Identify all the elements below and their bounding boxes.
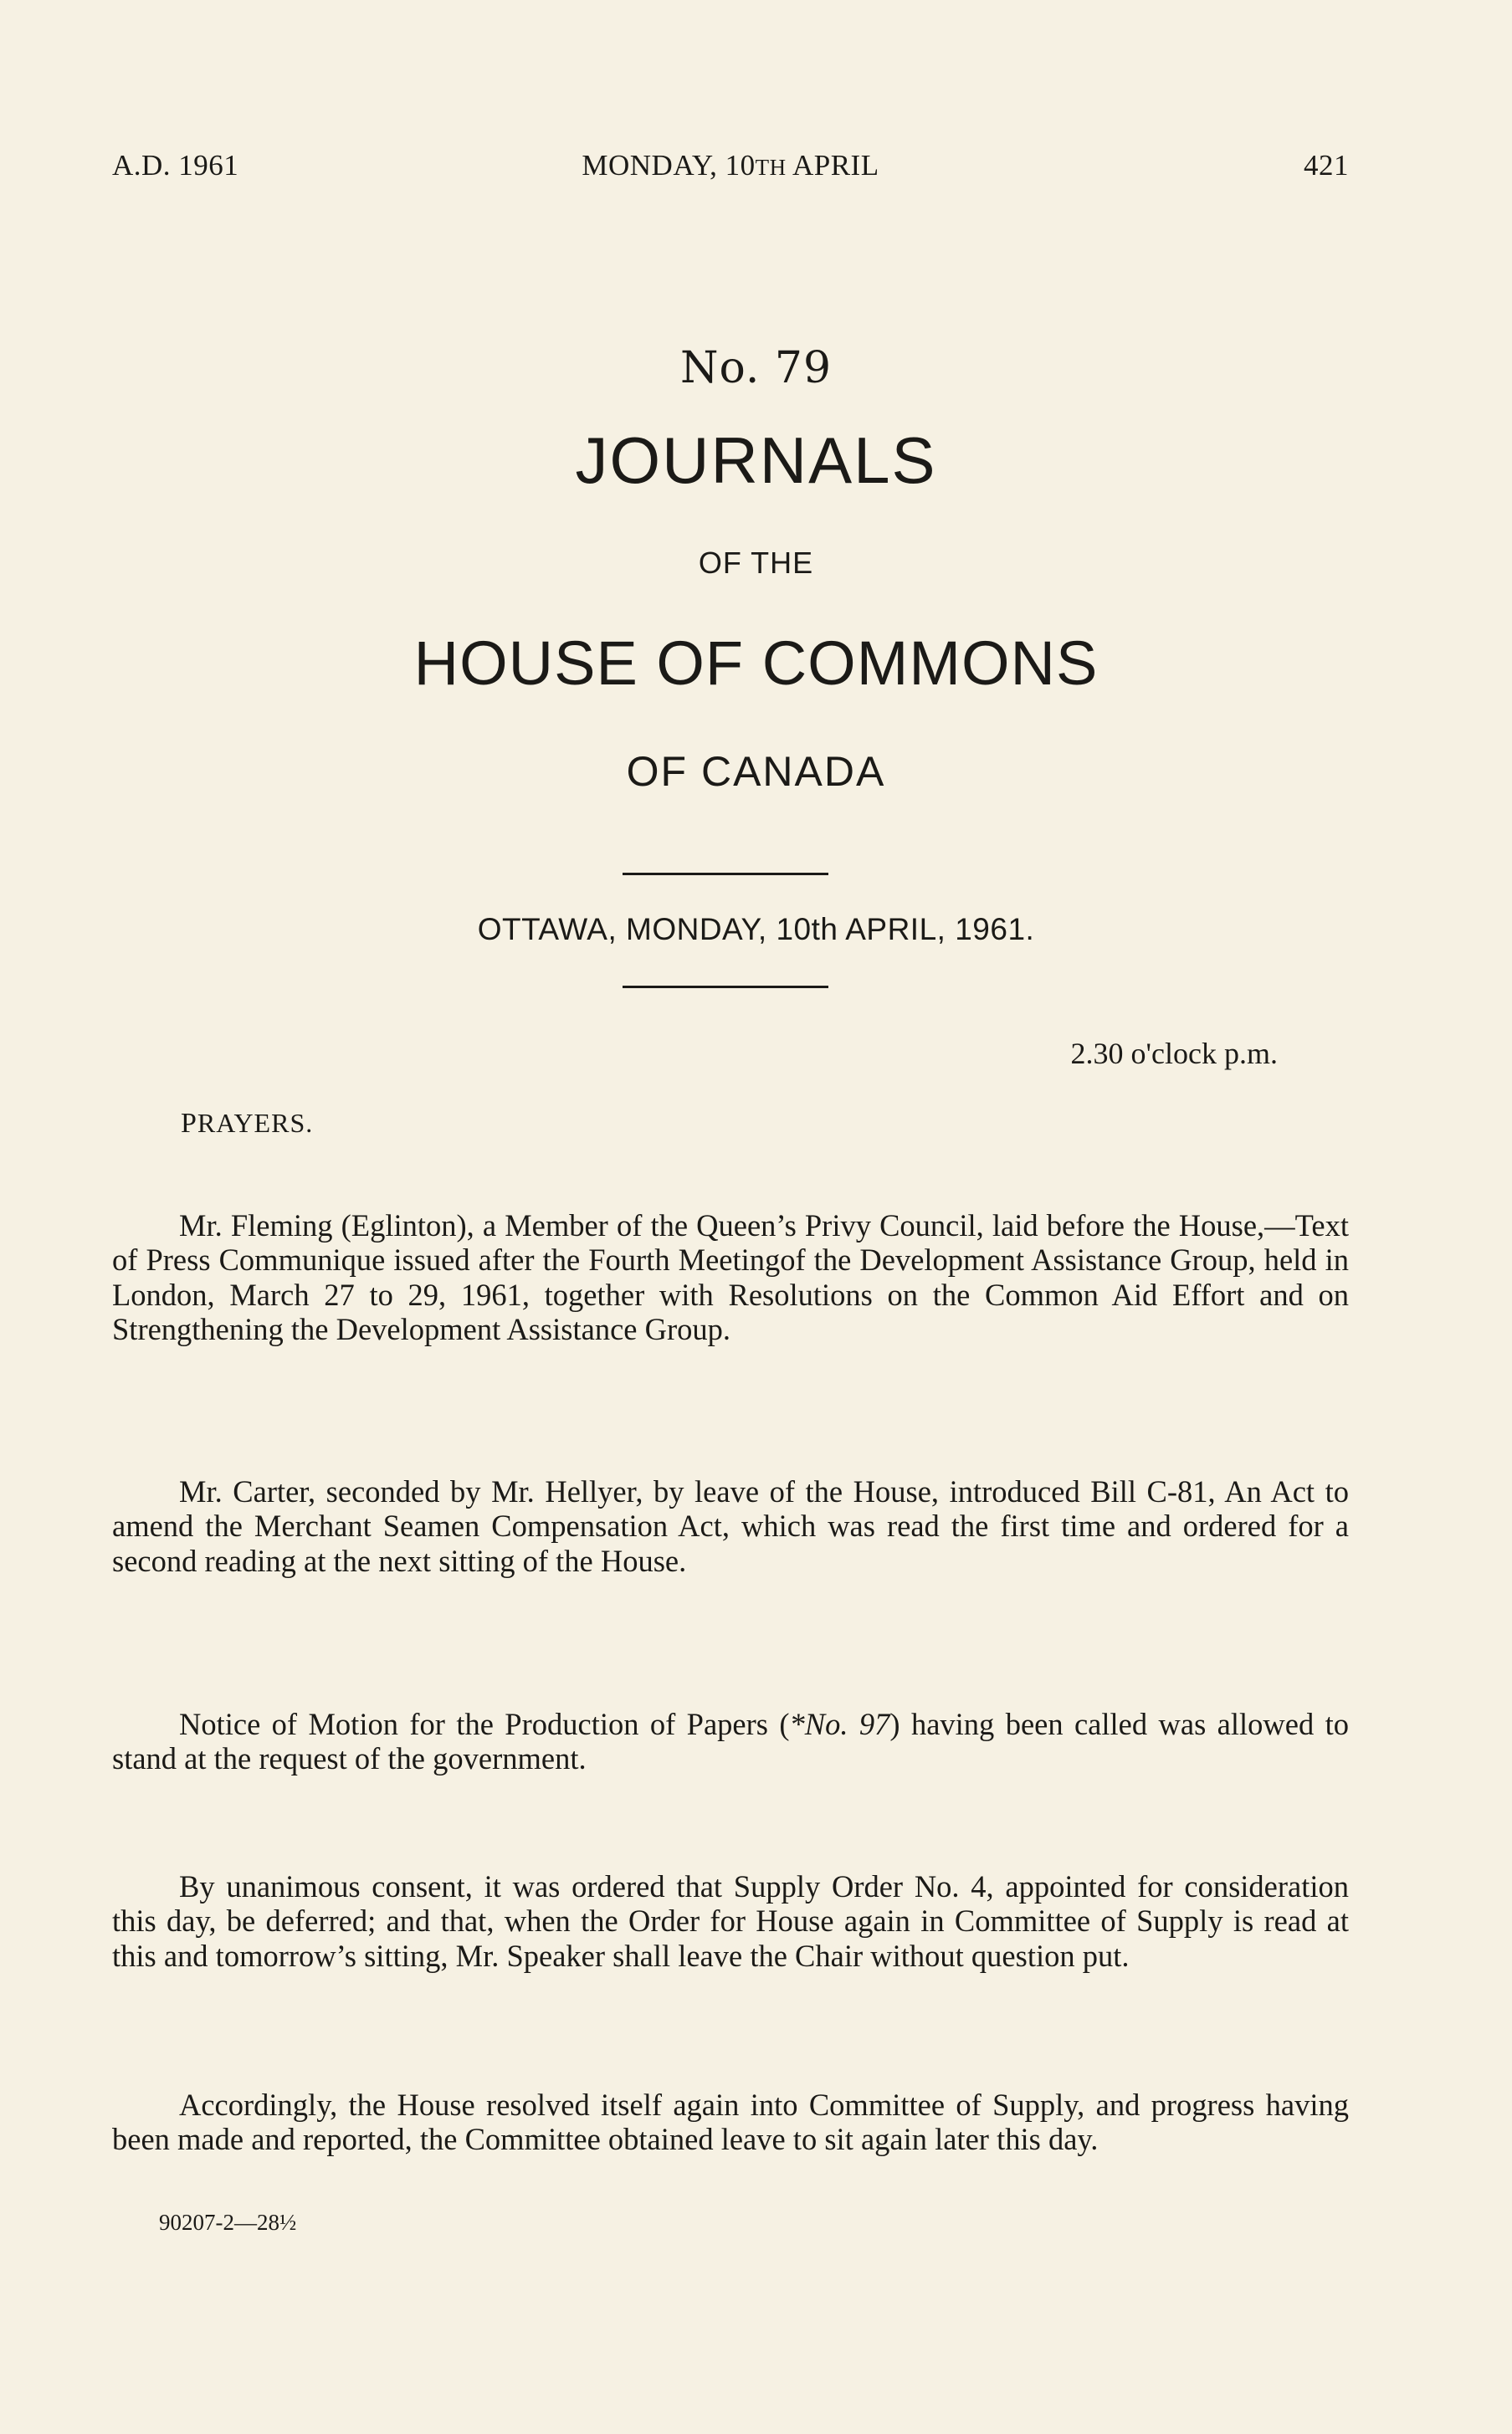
paragraph-notice-text-after: ) having been called was allowed to stand at the request of the government. [112,1706,1349,1776]
running-head [112,149,1349,191]
sitting-time: 2.30 o'clock p.m. [1070,1037,1278,1070]
running-head-date-suffix: TH [755,155,787,180]
of-the-line: OF THE [698,546,814,580]
prayers-initial: P [181,1108,197,1139]
running-head-year: A.D. 1961 [112,149,239,182]
paragraph-fleming-communique: Mr. Fleming (Eglinton), a Member of the Queen’s Privy Council, laid before the House,—Text of Press Communique issued after the Fourth Meetingof the Development Assistance Group, held in London, March 27 to 29, 1961, together with Resolutions on the Common Aid Effort and on Strengthening the Development Assistance Group. [112,1207,1349,1346]
printer-code: 90207-2—28½ [159,2210,297,2235]
paragraph-committee-of-supply: Accordingly, the House resolved itself again into Committee of Supply, and progress having been made and reported, the Committee obtained leave to sit again later this day. [112,2087,1349,2156]
paragraph-notice-text-before: Notice of Motion for the Production of Papers ( [179,1706,790,1741]
paragraph-bill-c81: Mr. Carter, seconded by Mr. Hellyer, by leave of the House, introduced Bill C-81, An Act to amend the Merchant Seamen Compensation Act, which was read the first time and ordered for a second reading at the next sitting of the House. [112,1473,1349,1578]
house-of-commons-title: HOUSE OF COMMONS [413,628,1099,698]
paragraph-supply-order: By unanimous consent, it was ordered that Supply Order No. 4, appointed for consideration this day, be deferred; and that, when the Order for House again in Committee of Supply is read at this and tomorrow’s sitting, Mr. Speaker shall leave the Chair without question put. [112,1868,1349,1973]
prayers-rest: RAYERS. [197,1108,314,1138]
paragraph-notice-number: *No. 97 [789,1706,890,1741]
divider-rule-bottom [623,986,828,988]
of-canada-line: OF CANADA [626,748,886,795]
dateline: OTTAWA, MONDAY, 10th APRIL, 1961. [477,912,1035,946]
journals-title: JOURNALS [575,423,937,497]
running-head-date-month: APRIL [786,149,879,182]
issue-number: No. 79 [679,343,833,393]
running-head-date [112,149,1349,182]
paragraph-notice-of-motion [112,1707,1349,1776]
page-number: 421 [1304,149,1349,182]
divider-rule-top [623,873,828,875]
prayers-heading [181,1108,313,1140]
running-head-date-main: MONDAY, 10 [582,149,756,182]
